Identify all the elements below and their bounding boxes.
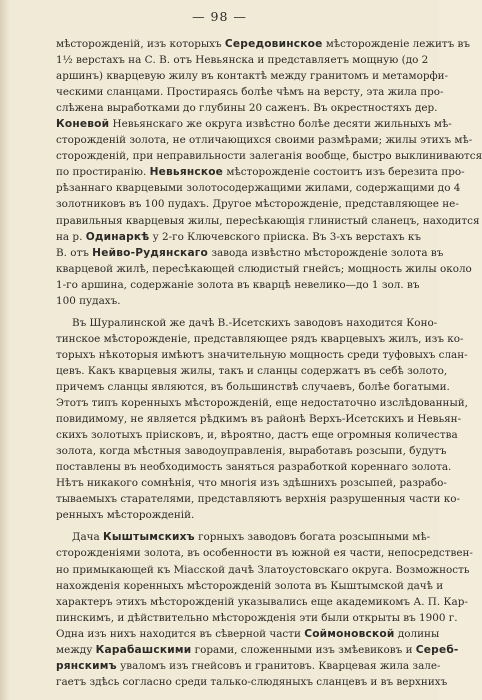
text-line bbox=[56, 245, 444, 261]
text-line bbox=[56, 347, 468, 363]
text-line bbox=[56, 84, 444, 100]
text-line bbox=[56, 475, 447, 491]
text-line bbox=[56, 395, 468, 411]
text-line bbox=[56, 443, 447, 459]
text-run: но примыкающей къ Міасской дачѣ Златоустовскаго округа. Возможность bbox=[56, 563, 470, 576]
text-run: кварцевой жилѣ, пересѣкающей слюдистый гнейсъ; мощность жилы около bbox=[56, 262, 472, 275]
text-run: характеръ этихъ мѣсторожденій указывались еще академикомъ А. П. Кар- bbox=[56, 595, 468, 608]
text-line bbox=[56, 658, 441, 674]
text-run: тинское мѣсторожденіе, представляющее рядъ кварцевыхъ жилъ, изъ ко- bbox=[56, 332, 464, 345]
text-line bbox=[56, 148, 482, 164]
text-run: цевъ. Какъ кварцевыя жилы, такъ и сланцы содержатъ въ себѣ золото, bbox=[56, 364, 448, 377]
emphasized-name: Середовинское bbox=[224, 38, 323, 50]
text-line bbox=[56, 626, 440, 642]
text-line bbox=[56, 610, 458, 626]
text-run: ренныхъ мѣсторожденій. bbox=[56, 509, 195, 522]
paragraph bbox=[56, 529, 473, 689]
text-run: повидимому, не является рѣдкимъ въ районѣ Верхъ-Исетскихъ и Невьян- bbox=[56, 413, 462, 426]
text-run: мѣсторожденій, изъ которыхъ bbox=[56, 38, 225, 50]
text-run: Одна изъ нихъ находится въ сѣверной части bbox=[56, 627, 305, 640]
text-line bbox=[56, 507, 400, 523]
text-run: сторожденій, при неправильности залеганія вообще, быстро выклиниваются bbox=[56, 150, 482, 163]
text-run: у 2-го Ключевского пріиска. Въ 3-хъ верстахъ къ bbox=[149, 230, 421, 243]
text-run: горныхъ заводовъ богата розсыпными мѣ- bbox=[194, 531, 431, 544]
text-line bbox=[56, 164, 465, 180]
text-line bbox=[56, 674, 448, 690]
page-number: — 98 — bbox=[192, 9, 247, 24]
text-line bbox=[56, 331, 464, 347]
text-run: нахожденія коренныхъ мѣсторожденій золота въ Кыштымской дачѣ и bbox=[56, 579, 444, 592]
text-run: по простиранію. bbox=[56, 166, 150, 179]
text-line bbox=[56, 293, 400, 309]
text-line bbox=[56, 642, 459, 658]
text-line bbox=[56, 411, 462, 427]
text-run: сторожденіями золота, въ особенности въ южной ея части, непосредствен- bbox=[56, 547, 473, 560]
text-line bbox=[56, 180, 461, 196]
text-line bbox=[56, 459, 452, 475]
text-run: уваломъ изъ гнейсовъ и гранитовъ. Кварцевая жила залe- bbox=[116, 659, 441, 672]
body-text bbox=[56, 36, 482, 690]
text-run: Невьянскаго же округа извѣстно болѣе десяти жильныхъ мѣ- bbox=[109, 118, 452, 131]
text-run: Нѣтъ никакого сомнѣнія, что многія изъ здѣшнихъ розсыпей, разрабо- bbox=[56, 477, 447, 490]
text-run: тываемыхъ старателями, представляютъ верхнія разрушенныя части ко- bbox=[56, 493, 461, 506]
text-run: мѣсторожденіе состоитъ изъ березита про- bbox=[223, 166, 465, 179]
text-run: ческими сланцами. Простираясь болѣе чѣмъ на версту, эта жила про- bbox=[56, 86, 444, 99]
text-line bbox=[56, 277, 420, 293]
text-line bbox=[56, 491, 461, 507]
emphasized-name: Невьянское bbox=[149, 166, 224, 179]
text-line bbox=[56, 229, 421, 245]
text-run: горами, сложенными изъ змѣевиковъ и bbox=[191, 643, 416, 656]
text-line bbox=[56, 196, 459, 212]
text-line bbox=[56, 261, 472, 277]
text-line bbox=[56, 594, 468, 610]
emphasized-name: Соймоновской bbox=[304, 627, 395, 640]
text-run: 100 пудахъ. bbox=[56, 294, 121, 307]
emphasized-name: Одинаркѣ bbox=[85, 230, 150, 243]
text-run: торыхъ нѣкоторыя имѣютъ значительную мощность среди туфовыхъ слан- bbox=[56, 348, 468, 361]
text-run: причемъ сланцы являются, въ большинствѣ случаевъ, болѣе богатыми. bbox=[56, 380, 450, 393]
text-run: завода извѣстно мѣсторожденіе золота въ bbox=[208, 246, 444, 259]
text-line bbox=[56, 36, 471, 52]
text-run: 1½ верстахъ на С. В. отъ Невьянска и представляетъ мощную (до 2 bbox=[56, 54, 429, 67]
text-run: поставлены въ необходимость заняться разработкой кореннаго золота. bbox=[56, 461, 452, 474]
text-run: долины bbox=[394, 627, 440, 640]
text-run: аршинъ) кварцевую жилу въ контактѣ между гранитомъ и метаморфи- bbox=[56, 70, 449, 83]
text-line bbox=[56, 427, 458, 443]
text-run: на р. bbox=[56, 230, 86, 243]
text-run: пинскимъ, и дѣйствительно мѣсторожденія эти были открыты въ 1900 г. bbox=[56, 611, 458, 624]
paragraph bbox=[56, 36, 482, 309]
text-run: Этотъ типъ коренныхъ мѣсторожденій, еще недостаточно изслѣдованный, bbox=[56, 397, 468, 410]
text-line bbox=[56, 100, 438, 116]
text-run: гаетъ здѣсь согласно среди талько-слюдяныхъ сланцевъ и въ верхнихъ bbox=[56, 675, 448, 688]
emphasized-name: рянскимъ bbox=[56, 659, 117, 672]
text-line bbox=[56, 116, 452, 132]
emphasized-name: Сереб- bbox=[415, 643, 459, 656]
text-run: сторожденій золота, не отличающихся своими размѣрами; жилы этихъ мѣ- bbox=[56, 134, 473, 147]
text-run: золотниковъ въ 100 пудахъ. Другое мѣсторожденіе, представляющее не- bbox=[56, 198, 459, 211]
text-line bbox=[56, 545, 473, 561]
text-line bbox=[56, 52, 429, 68]
text-line bbox=[56, 315, 438, 331]
text-run: правильныя кварцевыя жилы, пересѣкающія глинистый сланецъ, находится bbox=[56, 214, 480, 227]
text-run: рѣзаннаго кварцевыми золотосодержащими жилами, содержащими до 4 bbox=[56, 182, 461, 195]
emphasized-name: Карабашскими bbox=[95, 643, 192, 656]
text-line bbox=[56, 68, 449, 84]
text-run: Дача bbox=[72, 531, 104, 544]
text-run: мѣсторожденіе лежитъ въ bbox=[322, 38, 471, 50]
text-run: золота, когда мѣстныя заводоуправленія, выработавъ розсыпи, будутъ bbox=[56, 445, 447, 458]
text-line bbox=[56, 529, 431, 545]
text-run: 1-го аршина, содержаніе золота въ кварцѣ невелико—до 1 зол. въ bbox=[56, 278, 420, 291]
text-run: между bbox=[56, 643, 96, 656]
text-line bbox=[56, 562, 470, 578]
text-line bbox=[56, 578, 444, 594]
emphasized-name: Кыштымскихъ bbox=[103, 531, 195, 544]
paragraph bbox=[56, 315, 468, 524]
text-run: Въ Шуралинской же дачѣ В.-Исетскихъ заводовъ находится Коно- bbox=[72, 316, 438, 329]
text-line bbox=[56, 379, 450, 395]
text-run: слѣжена выработками до глубины 20 саженъ. Въ окрестностяхъ дер. bbox=[56, 102, 438, 115]
emphasized-name: Нейво-Рудянскаго bbox=[92, 246, 209, 259]
text-run: скихъ золотыхъ пріисковъ, и, вѣроятно, дастъ еще огромныя количества bbox=[56, 429, 458, 442]
text-line bbox=[56, 213, 480, 229]
text-run: В. отъ bbox=[56, 246, 93, 259]
text-line bbox=[56, 363, 448, 379]
emphasized-name: Коневой bbox=[56, 118, 110, 131]
text-line bbox=[56, 132, 473, 148]
